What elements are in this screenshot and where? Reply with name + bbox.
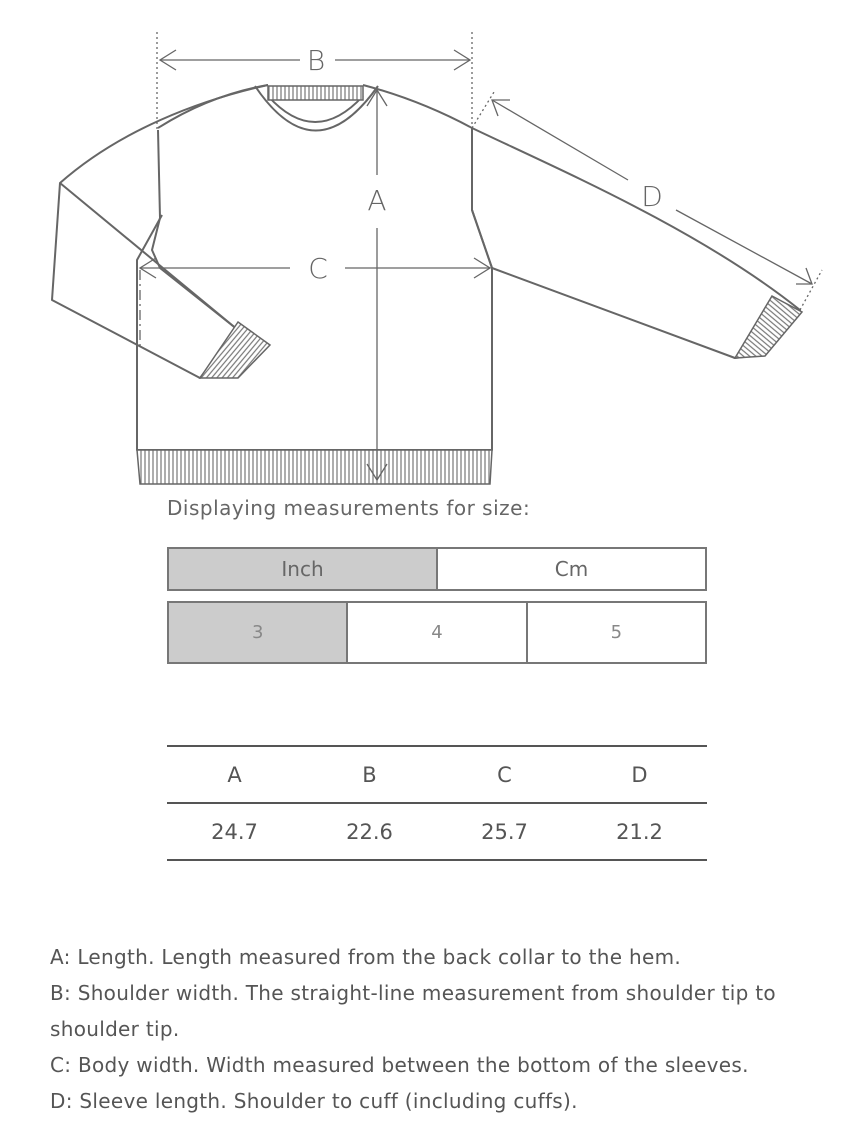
size-5-button[interactable]: 5	[526, 603, 705, 662]
size-caption: Displaying measurements for size:	[167, 496, 531, 520]
neck-ribbing	[268, 86, 363, 100]
note-d: D: Sleeve length. Shoulder to cuff (including cuffs).	[50, 1089, 578, 1113]
value-b: 22.6	[346, 819, 393, 844]
header-c: C	[497, 762, 512, 787]
header-d: D	[631, 762, 648, 787]
label-c: C	[308, 252, 328, 285]
unit-toggle	[167, 547, 707, 591]
measurement-notes	[50, 939, 820, 1119]
value-a: 24.7	[211, 819, 258, 844]
label-b: B	[306, 44, 326, 77]
size-selector	[167, 601, 707, 664]
label-a: A	[367, 184, 387, 217]
unit-inch-button[interactable]: Inch	[169, 549, 436, 589]
size-4-button[interactable]: 4	[346, 603, 525, 662]
note-b: B: Shoulder width. The straight-line measurement from shoulder tip to shoulder tip.	[50, 981, 776, 1041]
left-cuff-ribbing	[200, 322, 270, 378]
hem-ribbing	[137, 450, 492, 484]
measurement-table	[167, 745, 707, 861]
note-c: C: Body width. Width measured between the bottom of the sleeves.	[50, 1053, 749, 1077]
right-cuff-ribbing	[735, 296, 802, 358]
table-header-row	[167, 746, 707, 803]
header-b: B	[362, 762, 377, 787]
size-3-button[interactable]: 3	[169, 603, 346, 662]
header-a: A	[227, 762, 242, 787]
table-row	[167, 803, 707, 860]
note-a: A: Length. Length measured from the back collar to the hem.	[50, 945, 682, 969]
value-c: 25.7	[481, 819, 528, 844]
value-d: 21.2	[616, 819, 663, 844]
unit-cm-button[interactable]: Cm	[436, 549, 705, 589]
sweater-size-diagram	[0, 0, 844, 490]
label-d: D	[641, 180, 663, 213]
